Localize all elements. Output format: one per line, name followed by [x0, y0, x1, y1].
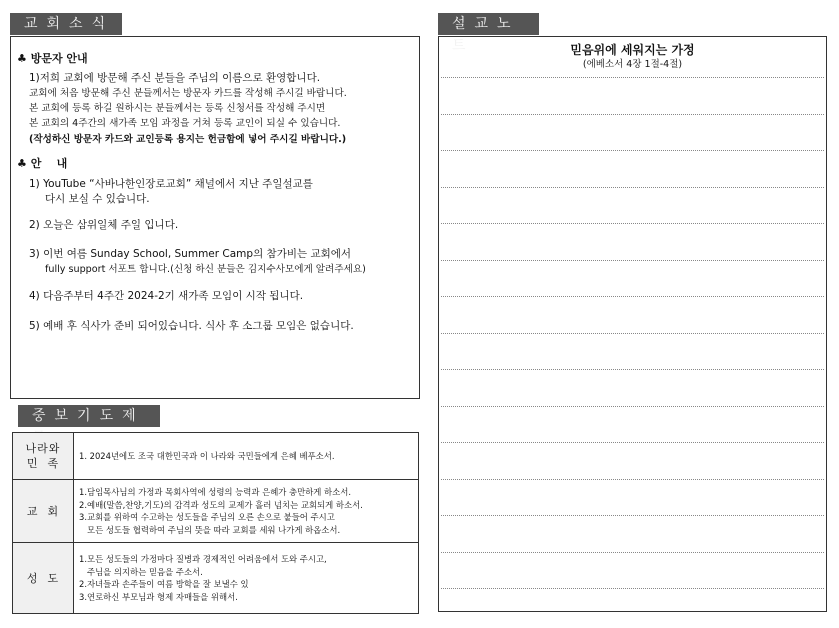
visitor-guide-heading: ♣ 방문자 안내	[17, 52, 88, 65]
visitor-line: 본 교회에 등록 하길 원하시는 분들께서는 등록 신청서를 작성해 주시면	[29, 103, 326, 114]
sermon-notes-tab: 설교노트	[438, 13, 539, 35]
note-writing-line	[441, 260, 824, 261]
prayer-category	[13, 543, 74, 614]
note-writing-line	[441, 333, 824, 334]
note-writing-line	[441, 187, 824, 188]
sermon-title: 믿음위에 세워지는 가정	[570, 43, 695, 57]
prayer-items	[74, 543, 419, 614]
prayer-items	[74, 480, 419, 543]
prayer-row-nation	[13, 433, 419, 480]
prayer-item: 3.교회를 위하여 수고하는 성도들을 주님의 오른 손으로 붙들어 주시고	[79, 512, 335, 522]
category-label: 민 족	[26, 457, 60, 470]
church-news-tab: 교회소식	[10, 13, 122, 35]
prayer-item: 3.연로하신 부모님과 형제 자매들을 위해서.	[79, 591, 238, 602]
church-news-box	[10, 36, 420, 399]
note-writing-line	[441, 296, 824, 297]
category-label: 나라와	[25, 442, 61, 455]
visitor-line: (작성하신 방문자 카드와 교인등록 용지는 헌금함에 넣어 주시길 바랍니다.)	[29, 134, 347, 145]
category-label: 교 회	[26, 504, 60, 518]
prayer-row-church	[13, 480, 419, 543]
notice-item: 다시 보실 수 있습니다.	[45, 193, 150, 205]
prayer-item: 주님을 의지하는 믿음을 주소서.	[79, 566, 203, 577]
category-label: 성 도	[26, 571, 60, 585]
note-writing-line	[441, 442, 824, 443]
note-writing-line	[441, 114, 824, 115]
notice-item: 5) 예배 후 식사가 준비 되어있습니다. 식사 후 소그룹 모임은 없습니다.	[29, 320, 354, 332]
note-writing-line	[441, 515, 824, 516]
notice-item: 1) YouTube “사바나한인장로교회” 채널에서 지난 주일설교를	[29, 178, 313, 190]
prayer-item: 모든 성도들 협력하여 주님의 뜻을 따라 교회를 세워 나가게 하옵소서.	[79, 524, 341, 535]
visitor-line: 본 교회의 4주간의 새가족 모임 과정을 거쳐 등록 교인이 되실 수 있습니다.	[29, 118, 341, 129]
prayer-row-members	[13, 543, 419, 614]
notice-item: 2) 오늘은 삼위일체 주일 입니다.	[29, 219, 179, 231]
notice-heading: ♣ 안 내	[17, 157, 68, 170]
note-writing-line	[441, 150, 824, 151]
note-writing-line	[441, 479, 824, 480]
note-writing-line	[441, 406, 824, 407]
prayer-item: 1.담임목사님의 가정과 목회사역에 성령의 능력과 은혜가 충만하게 하소서.	[79, 487, 351, 497]
note-writing-line	[441, 588, 824, 589]
notice-item: 3) 이번 여름 Sunday School, Summer Camp의 참가비는 교회에서	[29, 248, 352, 260]
prayer-item: 1. 2024년에도 조국 대한민국과 이 나라와 국민들에게 은혜 베푸소서.	[79, 450, 335, 461]
note-writing-line	[441, 223, 824, 224]
prayer-item: 1.모든 성도들의 가정마다 질병과 경제적인 어려움에서 도와 주시고,	[79, 554, 327, 564]
prayer-requests-table	[12, 432, 419, 614]
prayer-items	[74, 433, 419, 480]
sermon-reference: (에베소서 4장 1절-4절)	[582, 59, 683, 70]
prayer-requests-tab: 중보기도제	[18, 405, 160, 427]
visitor-line: 교회에 처음 방문해 주신 분들께서는 방문자 카드를 작성해 주시길 바랍니다.	[29, 88, 347, 99]
note-writing-line	[441, 77, 824, 78]
visitor-line: 1)저희 교회에 방문해 주신 분들을 주님의 이름으로 환영합니다.	[29, 72, 321, 84]
prayer-item: 2.예배(말씀,찬양,기도)의 감격과 성도의 교제가 흘러 넘치는 교회되게 하소서.	[79, 499, 363, 510]
prayer-item: 2.자녀들과 손주들이 여름 방학을 잘 보낼수 있	[79, 579, 249, 589]
notice-item: 4) 다음주부터 4주간 2024-2기 새가족 모임이 시작 됩니다.	[29, 290, 304, 302]
prayer-category	[13, 480, 74, 543]
note-writing-line	[441, 369, 824, 370]
sermon-notes-box	[438, 36, 827, 612]
notice-item: fully support 서포트 합니다.(신청 하신 분들은 김지수사모에게 알려주세요)	[45, 264, 366, 275]
note-writing-line	[441, 552, 824, 553]
prayer-category	[13, 433, 74, 480]
